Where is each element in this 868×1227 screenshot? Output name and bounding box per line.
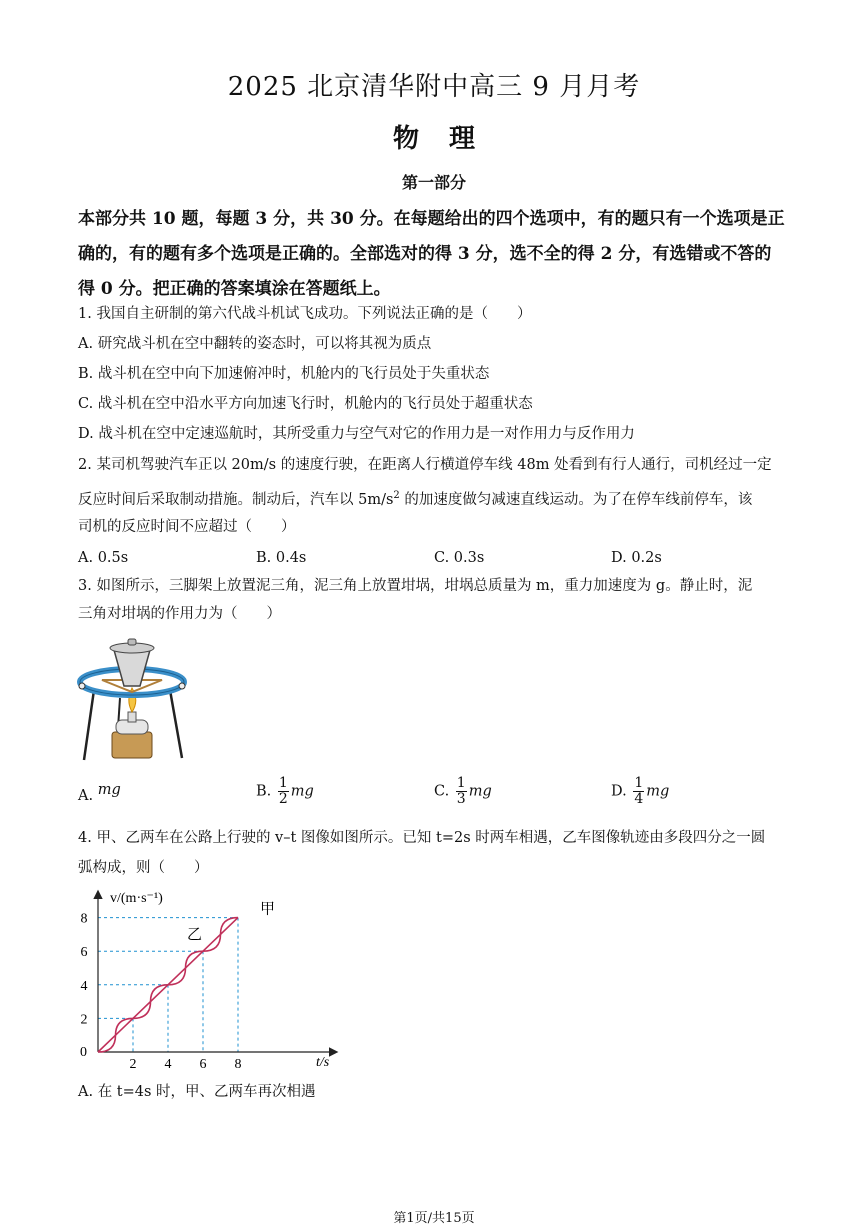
instructions-line: 本部分共 10 题，每题 3 分，共 30 分。在每题给出的四个选项中，有的题只有一个选项是正: [78, 209, 785, 229]
q1-stem: 1. 我国自主研制的第六代战斗机试飞成功。下列说法正确的是（ ）: [78, 306, 532, 322]
mg-symbol: mg: [646, 783, 670, 800]
y-tick-label: 4: [80, 978, 88, 994]
y-tick-label: 6: [80, 945, 88, 961]
instructions: [78, 202, 790, 307]
y-tick-label: 2: [80, 1012, 88, 1028]
option-label: A.: [78, 788, 94, 804]
q1-option-d: D. 战斗机在空中定速巡航时，其所受重力与空气对它的作用力是一对作用力与反作用力: [78, 426, 635, 442]
tripod-leg: [170, 690, 182, 758]
fraction: [456, 776, 467, 807]
fraction: [633, 776, 644, 807]
x-tick-label: 6: [199, 1057, 207, 1070]
q2-option-c: C. 0.3s: [434, 550, 485, 566]
subject-title: 物理: [392, 124, 505, 154]
mg-symbol: mg: [468, 783, 492, 800]
q4-option-a: A. 在 t=4s 时，甲、乙两车再次相遇: [78, 1084, 316, 1100]
y-tick-label: 8: [80, 911, 88, 927]
x-axis-label: t/s: [316, 1055, 330, 1070]
q2-stem-text: 的加速度做匀减速直线运动。为了在停车线前停车，该: [399, 491, 753, 508]
tripod-leg: [84, 690, 94, 760]
q3-stem-line1: 3. 如图所示，三脚架上放置泥三角，泥三角上放置坩埚，坩埚总质量为 m，重力加速度为 g。静止时，泥: [78, 578, 753, 594]
q1-option-a: A. 研究战斗机在空中翻转的姿态时，可以将其视为质点: [78, 336, 432, 352]
q2-superscript: 2: [393, 490, 400, 501]
fraction-denominator: 3: [456, 791, 466, 807]
page-footer: 第1页/共15页: [393, 1211, 475, 1226]
instructions-line: 得 0 分。把正确的答案填涂在答题纸上。: [78, 279, 391, 299]
tripod-crucible-figure: [74, 628, 192, 764]
q3-stem-line2: 三角对坩埚的作用力为（ ）: [78, 606, 281, 622]
lid-knob: [128, 639, 136, 645]
q3-option-d: [611, 776, 669, 807]
v-t-chart: [74, 884, 364, 1070]
series-label-yi: 乙: [187, 927, 203, 944]
option-label: C.: [434, 783, 450, 800]
q1-option-b: B. 战斗机在空中向下加速俯冲时，机舱内的飞行员处于失重状态: [78, 366, 490, 382]
q2-option-b: B. 0.4s: [256, 550, 307, 566]
q4-stem-line2: 弧构成，则（ ）: [78, 860, 209, 876]
q2-stem-line3: 司机的反应时间不应超过（ ）: [78, 519, 296, 535]
fraction: [278, 776, 289, 807]
option-label: B.: [256, 783, 272, 800]
exam-title: 2025 北京清华附中高三 9 月月考: [227, 72, 641, 102]
series-label-jia: 甲: [260, 901, 276, 918]
q2-stem-line2: [78, 486, 790, 510]
x-tick-label: 8: [234, 1057, 242, 1070]
q3-option-b: [256, 776, 314, 807]
q2-option-d: D. 0.2s: [611, 550, 662, 566]
q1-option-c: C. 战斗机在空中沿水平方向加速飞行时，机舱内的飞行员处于超重状态: [78, 396, 533, 412]
option-label: D.: [611, 783, 627, 800]
q2-stem-line1: 2. 某司机驾驶汽车正以 20m/s 的速度行驶，在距离人行横道停车线 48m 处看到有行人通行，司机经过一定: [78, 457, 772, 473]
ring-knob: [79, 683, 85, 689]
origin-label: 0: [80, 1045, 87, 1060]
instructions-line: 确的，有的题有多个选项是正确的。全部选对的得 3 分，选不全的得 2 分，有选错或不答的: [78, 244, 772, 264]
lamp-body: [112, 732, 152, 758]
fraction-numerator: 1: [456, 775, 466, 791]
mg-symbol: mg: [290, 783, 314, 800]
section-title: 第一部分: [401, 173, 466, 192]
q4-stem-line1: 4. 甲、乙两车在公路上行驶的 v–t 图像如图所示。已知 t=2s 时两车相遇，乙车图像轨迹由多段四分之一圆: [78, 830, 766, 846]
lamp-wick: [128, 712, 136, 722]
q2-stem-text: 反应时间后采取制动措施。制动后，汽车以 5m/s: [78, 491, 394, 508]
fraction-denominator: 2: [278, 791, 288, 807]
fraction-numerator: 1: [278, 775, 288, 791]
x-tick-label: 2: [129, 1057, 137, 1070]
q2-option-a: A. 0.5s: [78, 550, 129, 566]
ring-knob: [179, 683, 185, 689]
fraction-numerator: 1: [634, 775, 644, 791]
x-tick-label: 4: [164, 1057, 172, 1070]
y-axis-label: v/(m·s⁻¹): [110, 891, 163, 906]
q3-option-a-value: mg: [97, 782, 121, 798]
q3-option-c: [434, 776, 492, 807]
fraction-denominator: 4: [634, 791, 644, 807]
